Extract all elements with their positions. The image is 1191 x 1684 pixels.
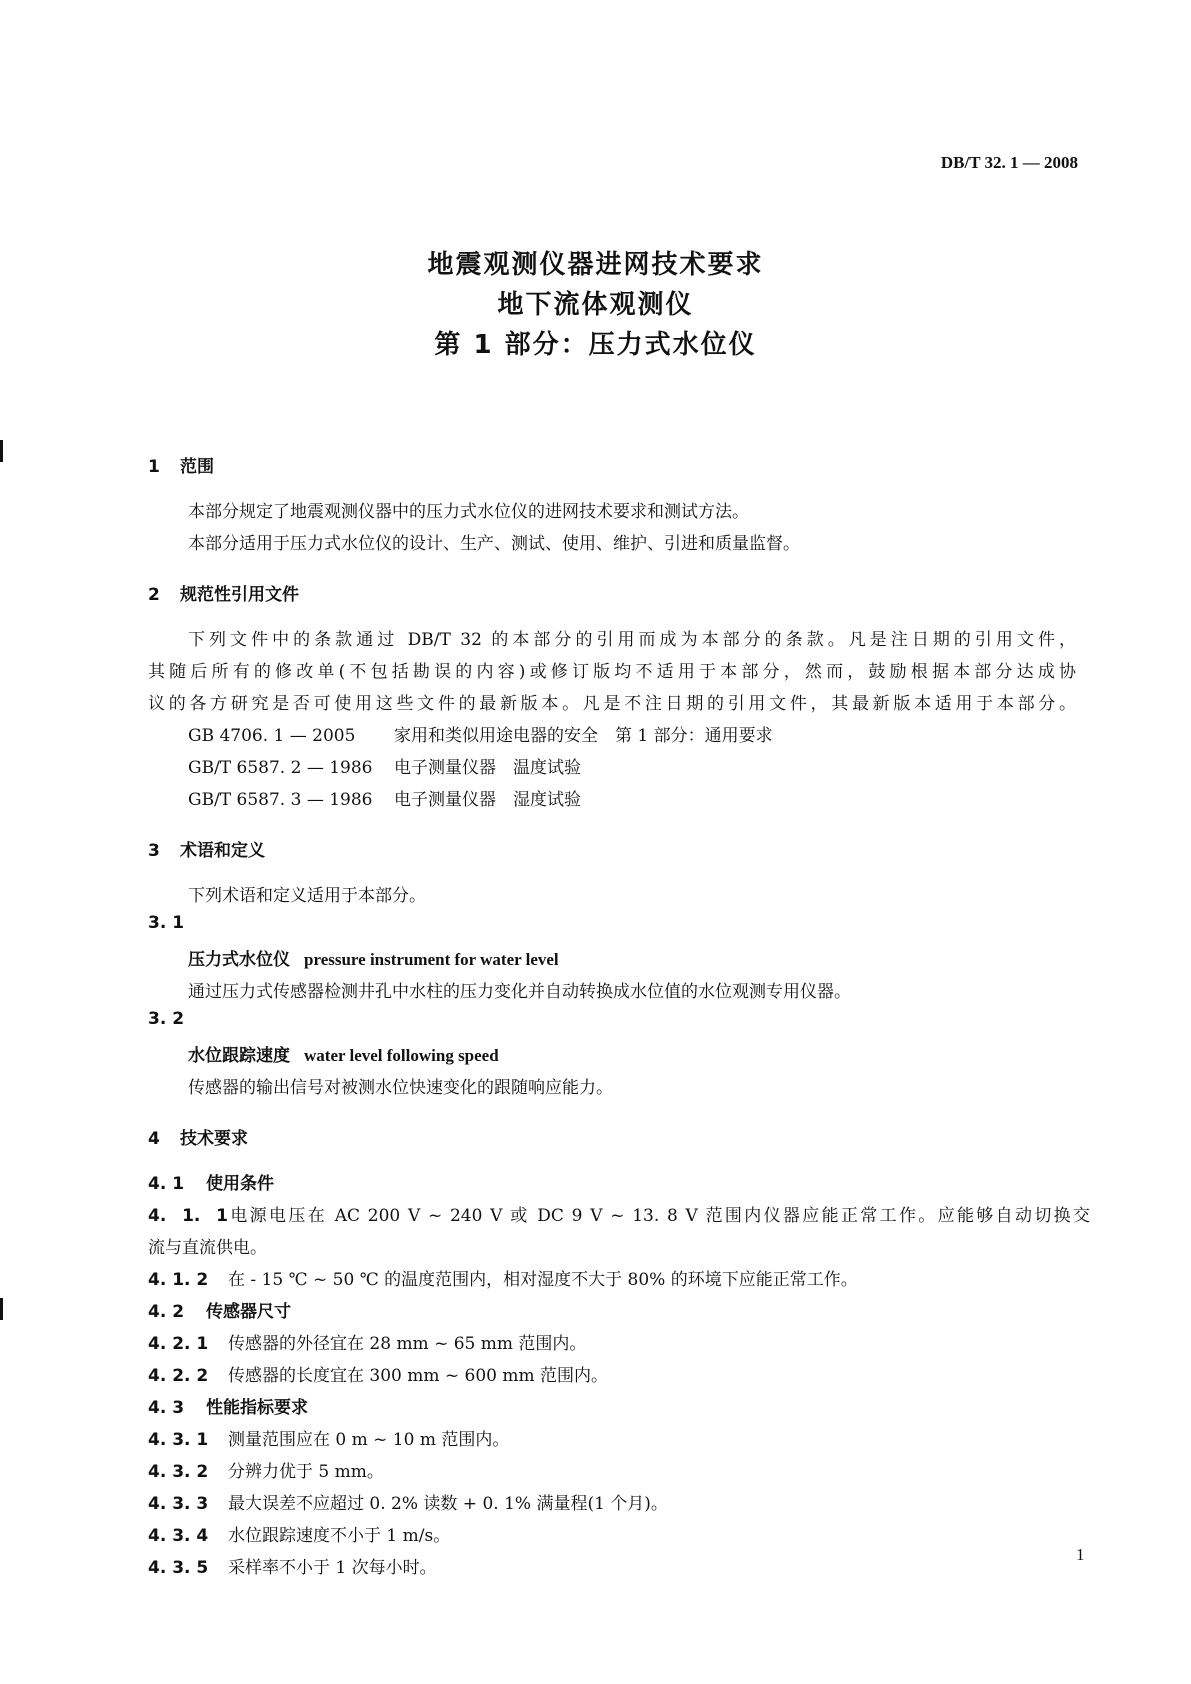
clause-text: 采样率不小于 1 次每小时。	[228, 1558, 437, 1578]
clause-text: 在 - 15 ℃ ~ 50 ℃ 的温度范围内，相对湿度不大于 80% 的环境下应能正常工作。	[228, 1270, 858, 1290]
clause-text: 传感器的长度宜在 300 mm ~ 600 mm 范围内。	[228, 1366, 609, 1386]
scan-edge-mark	[0, 1298, 3, 1320]
term-definition: 传感器的输出信号对被测水位快速变化的跟随响应能力。	[188, 1078, 613, 1098]
term-definition: 通过压力式传感器检测井孔中水柱的压力变化并自动转换成水位值的水位观测专用仪器。	[188, 982, 851, 1002]
section-title: 术语和定义	[180, 841, 265, 861]
section-number: 1	[148, 457, 160, 477]
clause-number: 4. 1. 1	[148, 1206, 228, 1226]
title-line-3: 第 1 部分：压力式水位仪	[434, 330, 757, 360]
clause-text: 电源电压在 AC 200 V ~ 240 V 或 DC 9 V ~ 13. 8 V 范围内仪器应能正常工作。应能够自动切换交	[228, 1206, 1090, 1226]
clause-4-2-1	[148, 1329, 586, 1354]
standard-number: DB/T 32. 1 — 2008	[940, 153, 1078, 172]
section-number: 2	[148, 585, 160, 605]
reference-code: GB 4706. 1 — 2005	[188, 726, 356, 746]
clause-number: 4. 2. 2	[148, 1366, 209, 1386]
section-title: 范围	[180, 457, 214, 477]
page-number: 1	[1076, 1545, 1085, 1564]
section-2-paragraph-line-3: 议的各方研究是否可使用这些文件的最新版本。凡是不注日期的引用文件，其最新版本适用于本部分。	[148, 694, 1076, 714]
clause-number: 4. 1. 2	[148, 1270, 209, 1290]
scan-edge-mark	[0, 440, 3, 462]
reference-item	[188, 785, 581, 810]
clause-number: 4. 3. 5	[148, 1558, 209, 1578]
term-chinese: 压力式水位仪	[188, 950, 290, 970]
subsection-4-3-heading	[148, 1393, 308, 1418]
clause-4-1-1-continuation: 流与直流供电。	[148, 1238, 267, 1258]
clause-number: 4. 3. 4	[148, 1526, 209, 1546]
subsection-title: 传感器尺寸	[206, 1302, 291, 1322]
clause-number: 4. 3. 2	[148, 1462, 209, 1482]
clause-4-3-4	[148, 1521, 450, 1546]
reference-title: 电子测量仪器 温度试验	[394, 758, 581, 778]
clause-text: 最大误差不应超过 0. 2% 读数 + 0. 1% 满量程(1 个月)。	[228, 1494, 668, 1514]
section-3-intro: 下列术语和定义适用于本部分。	[188, 886, 426, 906]
section-number: 3	[148, 841, 160, 861]
section-title: 技术要求	[180, 1129, 248, 1149]
section-1-paragraph-2: 本部分适用于压力式水位仪的设计、生产、测试、使用、维护、引进和质量监督。	[188, 534, 800, 554]
term-heading	[188, 945, 559, 970]
term-english: pressure instrument for water level	[304, 950, 559, 969]
section-title: 规范性引用文件	[180, 585, 299, 605]
clause-number: 4. 3. 3	[148, 1494, 209, 1514]
clause-4-3-5	[148, 1553, 437, 1578]
section-3-heading	[148, 836, 265, 861]
title-line-1: 地震观测仪器进网技术要求	[427, 250, 764, 280]
subsection-4-1-heading	[148, 1169, 274, 1194]
clause-4-2-2	[148, 1361, 608, 1386]
reference-title: 电子测量仪器 湿度试验	[394, 790, 581, 810]
clause-4-1-1	[148, 1201, 1090, 1226]
term-english: water level following speed	[304, 1046, 499, 1065]
clause-number: 4. 2. 1	[148, 1334, 209, 1354]
subsection-title: 使用条件	[206, 1174, 274, 1194]
term-heading	[188, 1041, 499, 1066]
clause-number: 4. 3. 1	[148, 1430, 209, 1450]
term-number: 3. 2	[148, 1009, 185, 1029]
reference-code: GB/T 6587. 2 — 1986	[188, 758, 373, 778]
section-2-paragraph-line-1: 下列文件中的条款通过 DB/T 32 的本部分的引用而成为本部分的条款。凡是注日期的引用文件，	[188, 630, 1076, 650]
section-number: 4	[148, 1129, 160, 1149]
reference-title: 家用和类似用途电器的安全 第 1 部分：通用要求	[394, 726, 773, 746]
clause-4-3-1	[148, 1425, 509, 1450]
term-chinese: 水位跟踪速度	[188, 1046, 290, 1066]
section-2-paragraph-line-2: 其随后所有的修改单(不包括勘误的内容)或修订版均不适用于本部分，然而，鼓励根据本部分达成协	[148, 662, 1076, 682]
clause-4-1-2	[148, 1265, 858, 1290]
reference-item	[188, 753, 581, 778]
section-1-paragraph-1: 本部分规定了地震观测仪器中的压力式水位仪的进网技术要求和测试方法。	[188, 502, 749, 522]
subsection-title: 性能指标要求	[206, 1398, 308, 1418]
clause-text: 水位跟踪速度不小于 1 m/s。	[228, 1526, 451, 1546]
section-1-heading	[148, 452, 214, 477]
subsection-number: 4. 3	[148, 1398, 185, 1418]
clause-text: 分辨力优于 5 mm。	[228, 1462, 384, 1482]
section-4-heading	[148, 1124, 248, 1149]
subsection-number: 4. 1	[148, 1174, 185, 1194]
reference-item	[188, 721, 773, 746]
clause-text: 传感器的外径宜在 28 mm ~ 65 mm 范围内。	[228, 1334, 587, 1354]
term-number: 3. 1	[148, 913, 185, 933]
clause-text: 测量范围应在 0 m ~ 10 m 范围内。	[228, 1430, 510, 1450]
subsection-4-2-heading	[148, 1297, 291, 1322]
section-2-heading	[148, 580, 299, 605]
reference-code: GB/T 6587. 3 — 1986	[188, 790, 373, 810]
clause-4-3-3	[148, 1489, 668, 1514]
title-line-2: 地下流体观测仪	[497, 290, 694, 320]
clause-4-3-2	[148, 1457, 384, 1482]
subsection-number: 4. 2	[148, 1302, 185, 1322]
